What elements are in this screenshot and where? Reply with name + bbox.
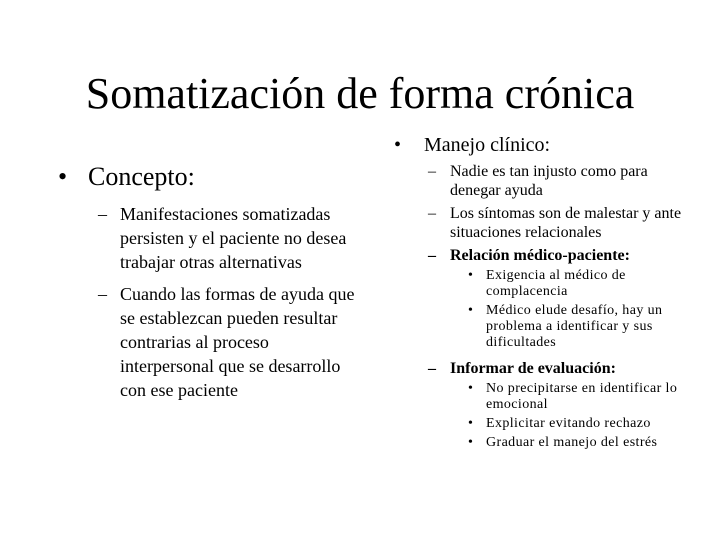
- slide-title: Somatización de forma crónica: [85, 69, 635, 118]
- subitem-nadie-injusto: [428, 162, 694, 200]
- dot-marker: •: [468, 416, 474, 431]
- bullet-marker: •: [58, 162, 68, 191]
- subitem-informar-evaluacion: [428, 359, 694, 378]
- subitem-text: Cuando las formas de ayuda que se establezcan pueden resultar contrarias al proceso interpersonal que se desarrollo con ese paciente: [120, 284, 355, 400]
- point-text: Graduar el manejo del estrés: [486, 435, 658, 450]
- dash-marker: –: [428, 247, 436, 264]
- dot-marker: •: [468, 381, 474, 396]
- subitem-sintomas: [428, 204, 694, 242]
- dot-marker: •: [468, 268, 474, 283]
- bullet-marker: •: [394, 134, 402, 156]
- dot-marker: •: [468, 435, 474, 450]
- bullet-manejo-clinico: [394, 132, 694, 158]
- subitem-text: Relación médico-paciente:: [450, 247, 630, 264]
- bullet-heading-concepto: Concepto:: [88, 162, 195, 191]
- point-medico-elude: [468, 303, 694, 351]
- point-text: Exigencia al médico de complacencia: [486, 268, 626, 299]
- point-text: No precipitarse en identificar lo emocional: [486, 381, 678, 412]
- subitem-text: Nadie es tan injusto como para denegar ayuda: [450, 163, 648, 199]
- bullet-concepto: [58, 160, 358, 194]
- dash-marker: –: [98, 284, 107, 304]
- right-column: [394, 132, 694, 451]
- dash-marker: –: [428, 360, 436, 377]
- subitem-text: Informar de evaluación:: [450, 360, 616, 377]
- dash-marker: –: [428, 205, 436, 222]
- point-no-precipitarse: [468, 381, 694, 413]
- left-column: [58, 160, 358, 402]
- subitem-manifestaciones: [98, 202, 358, 274]
- subitem-relacion-medico: [428, 246, 694, 265]
- subitem-formas-ayuda: [98, 282, 358, 402]
- point-graduar: [468, 435, 694, 451]
- subitem-text: Los síntomas son de malestar y ante situaciones relacionales: [450, 205, 682, 241]
- bullet-heading-manejo: Manejo clínico:: [424, 134, 551, 156]
- dash-marker: –: [98, 204, 107, 224]
- subitem-text: Manifestaciones somatizadas persisten y el paciente no desea trabajar otras alternativas: [120, 204, 347, 272]
- point-text: Médico elude desafío, hay un problema a identificar y sus dificultades: [486, 303, 663, 350]
- dash-marker: –: [428, 163, 436, 180]
- point-explicitar: [468, 416, 694, 432]
- point-text: Explicitar evitando rechazo: [486, 416, 651, 431]
- point-exigencia: [468, 268, 694, 300]
- dot-marker: •: [468, 303, 474, 318]
